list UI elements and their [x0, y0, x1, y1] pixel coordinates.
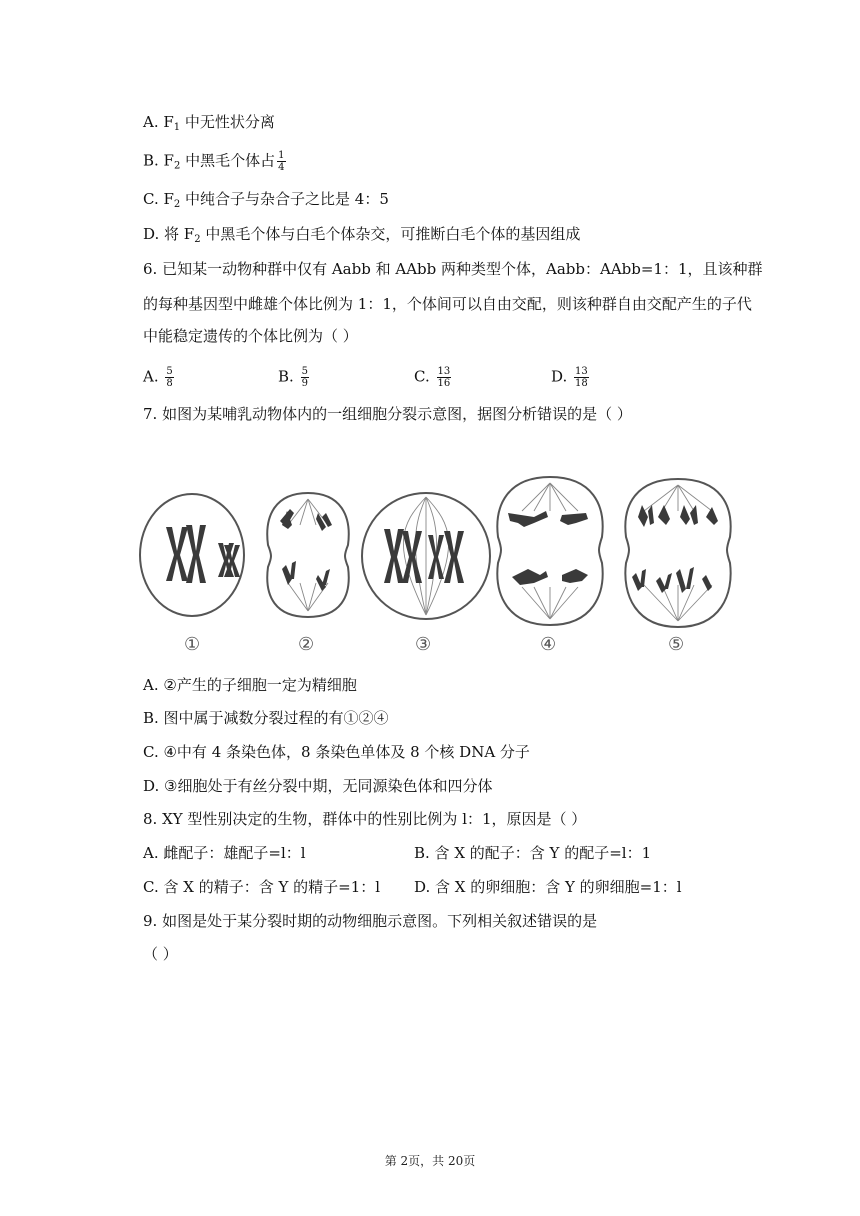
q5-option-a: A. $F_1$ 中无性状分离	[143, 113, 275, 133]
q5-option-c: C. $F_2$ 中纯合子与杂合子之比是 4：5	[143, 190, 389, 210]
q9-answer-paren: （ ）	[143, 945, 178, 963]
page-footer: 第 2页，共 20页	[384, 1154, 476, 1168]
q7-option-c: C. ④中有 4 条染色体，8 条染色单体及 8 个核 DNA 分子	[143, 743, 530, 761]
chromosome	[166, 525, 240, 583]
q6-option-c: C. $\frac{13}{16}$	[414, 366, 451, 389]
q7-option-d: D. ③细胞处于有丝分裂中期，无同源染色体和四分体	[143, 777, 493, 795]
q6-stem-line1: 6. 已知某一动物种群中仅有 Aabb 和 AAbb 两种类型个体，Aabb：AAbb=1：1，且该种群	[143, 260, 763, 278]
q7-stem: 7. 如图为某哺乳动物体内的一组细胞分裂示意图，据图分析错误的是（ ）	[143, 405, 632, 423]
q8-option-a: A. 雌配子：雄配子=l：l	[143, 844, 306, 862]
q7-option-a: A. ②产生的子细胞一定为精细胞	[143, 676, 357, 694]
q6-option-d: D. $\frac{13}{18}$	[551, 366, 588, 389]
figure-label-2: ②	[298, 634, 315, 655]
q6-option-b: B. $\frac{5}{9}$	[278, 366, 308, 389]
cell-division-figure	[130, 465, 740, 665]
q6-stem-line2: 的每种基因型中雌雄个体比例为 1：1，个体间可以自由交配，则该种群自由交配产生的子代	[143, 295, 752, 313]
q6-stem-line3: 中能稳定遗传的个体比例为（ ）	[143, 327, 358, 345]
cell-2	[267, 493, 348, 617]
q8-option-c: C. 含 X 的精子：含 Y 的精子=1：l	[143, 878, 381, 896]
q6-option-a: A. $\frac{5}{8}$	[143, 366, 173, 389]
figure-label-3: ③	[415, 634, 432, 655]
q5-option-d: D. 将 $F_2$ 中黑毛个体与白毛个体杂交，可推断白毛个体的基因组成	[143, 225, 581, 245]
figure-label-5: ⑤	[668, 634, 685, 655]
q8-option-b: B. 含 X 的配子：含 Y 的配子=l：1	[414, 844, 652, 862]
q8-option-d: D. 含 X 的卵细胞：含 Y 的卵细胞=1：l	[414, 878, 682, 896]
q9-stem: 9. 如图是处于某分裂时期的动物细胞示意图。下列相关叙述错误的是	[143, 912, 598, 930]
q5-option-b: B. $F_2$ 中黑毛个体占 $\frac{1}{4}$	[143, 150, 285, 173]
cell-4	[497, 477, 602, 625]
cell-1	[140, 494, 244, 616]
fraction: $\frac{1}{4}$	[278, 150, 285, 173]
cell-5	[625, 479, 730, 627]
figure-label-4: ④	[540, 634, 557, 655]
q8-stem: 8. XY 型性别决定的生物，群体中的性别比例为 l：1，原因是（ ）	[143, 810, 587, 828]
q7-option-b: B. 图中属于减数分裂过程的有①②④	[143, 709, 389, 727]
figure-label-1: ①	[184, 634, 201, 655]
cell-3	[362, 493, 490, 619]
